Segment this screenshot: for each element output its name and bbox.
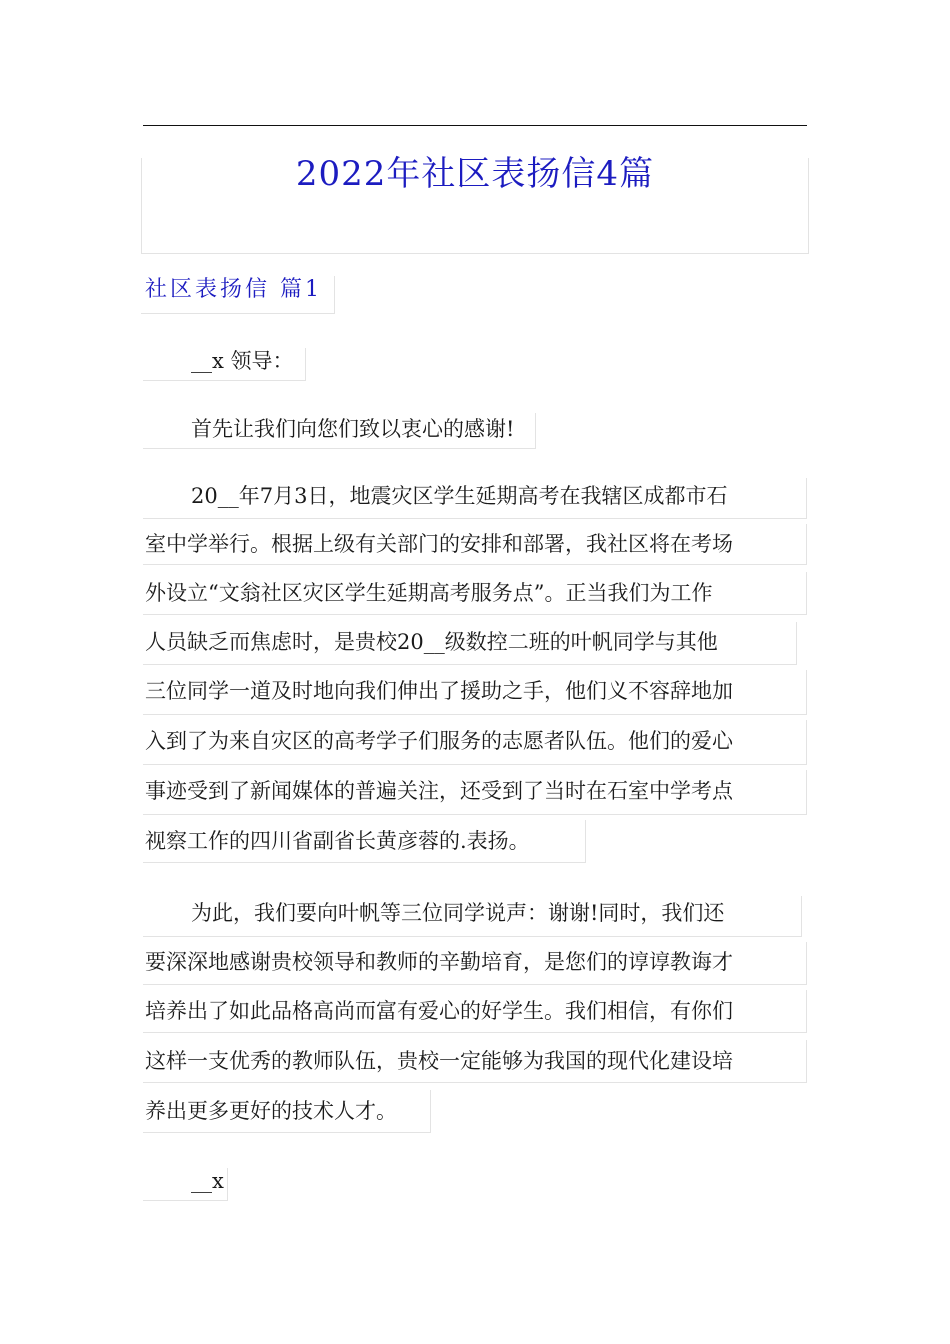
- paragraph-line: 事迹受到了新闻媒体的普遍关注，还受到了当时在石室中学考点: [145, 779, 733, 803]
- paragraph-line: 视察工作的四川省副省长黄彦蓉的.表扬。: [145, 829, 530, 853]
- paragraph-line: 为此，我们要向叶帆等三位同学说声：谢谢!同时，我们还: [191, 901, 725, 925]
- paragraph-line: 20__年7月3日，地震灾区学生延期高考在我辖区成都市石: [191, 484, 728, 508]
- top-rule: [143, 125, 807, 126]
- salutation: __x 领导：: [191, 349, 294, 373]
- section-heading: 社区表扬信 篇1: [145, 277, 322, 302]
- paragraph-line: 入到了为来自灾区的高考学子们服务的志愿者队伍。他们的爱心: [145, 729, 733, 753]
- paragraph-line: 室中学举行。根据上级有关部门的安排和部署，我社区将在考场: [145, 532, 733, 556]
- paragraph-line: 三位同学一道及时地向我们伸出了援助之手，他们义不容辞地加: [145, 679, 733, 703]
- paragraph-line: 培养出了如此品格高尚而富有爱心的好学生。我们相信，有你们: [145, 999, 733, 1023]
- paragraph-line: 人员缺乏而焦虑时，是贵校20__级数控二班的叶帆同学与其他: [145, 630, 718, 654]
- paragraph-line: 养出更多更好的技术人才。: [145, 1099, 397, 1123]
- signature: __x: [191, 1169, 224, 1193]
- paragraph-line: 这样一支优秀的教师队伍，贵校一定能够为我国的现代化建设培: [145, 1049, 733, 1073]
- paragraph-line: 外设立“文翁社区灾区学生延期高考服务点”。正当我们为工作: [145, 581, 713, 605]
- document-title: 2022年社区表扬信4篇: [295, 154, 655, 194]
- paragraph-line: 要深深地感谢贵校领导和教师的辛勤培育，是您们的谆谆教诲才: [145, 950, 733, 974]
- paragraph-1: 首先让我们向您们致以衷心的感谢!: [191, 417, 515, 441]
